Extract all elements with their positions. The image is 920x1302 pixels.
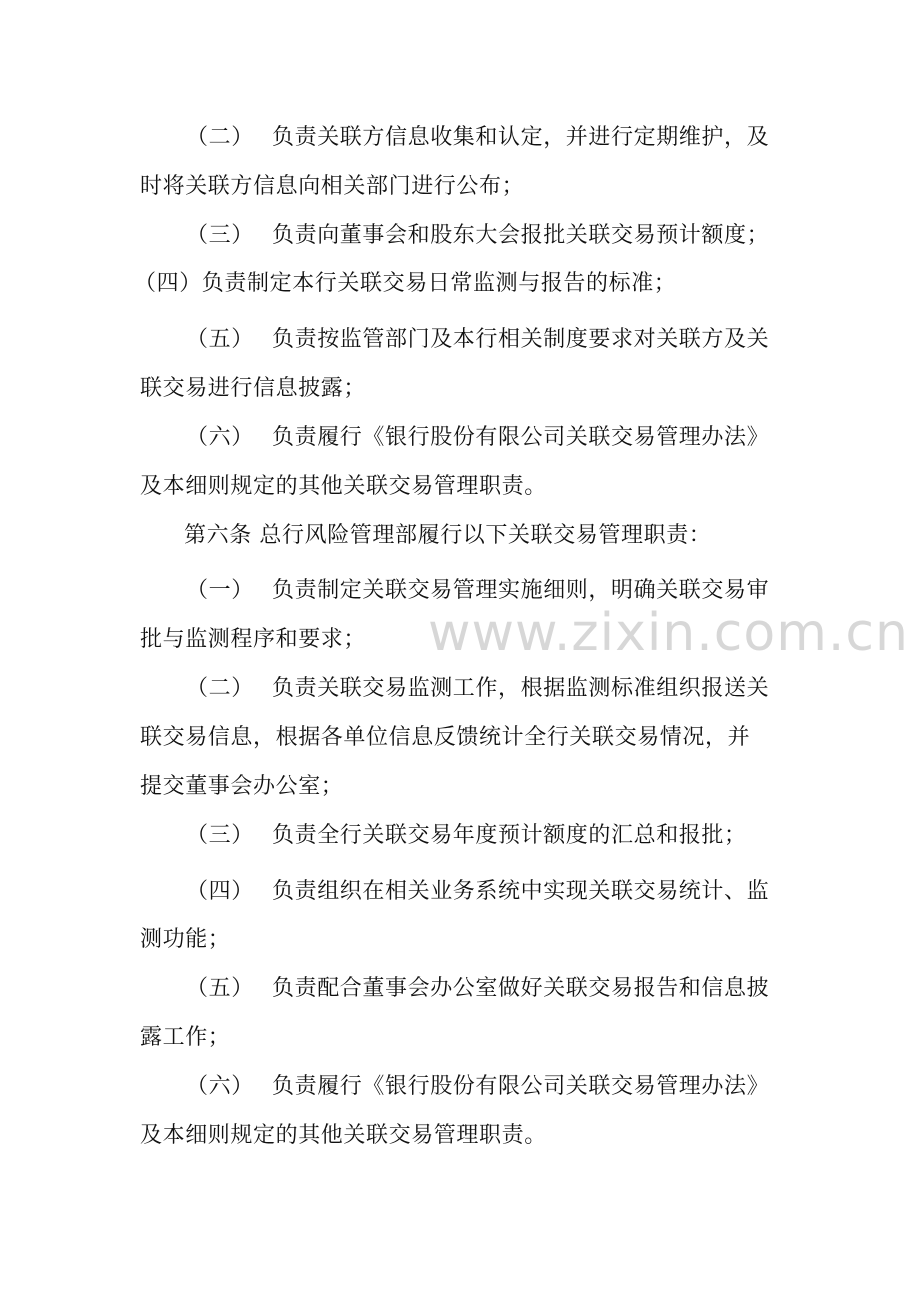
item-marker: （三） [186,223,254,248]
item-marker: （四） [186,879,254,904]
line-text: 及本细则规定的其他关联交易管理职责。 [140,474,547,499]
line-text: 提交董事会办公室； [140,774,344,799]
line-text: 联交易进行信息披露； [140,376,367,401]
item-marker: （五） [186,327,254,352]
item-marker: （二） [186,676,254,701]
item-marker: （三） [186,823,254,848]
line-text: 批与监测程序和要求； [140,627,367,652]
text-line [0,421,920,455]
item-marker: （一） [186,578,254,603]
text-line [0,770,920,804]
line-text: 露工作； [140,1025,231,1050]
text-line [0,1070,920,1104]
line-text: 及本细则规定的其他关联交易管理职责。 [140,1123,547,1148]
line-text: 联交易信息，根据各单位信息反馈统计全行关联交易情况，并 [140,725,751,750]
line-text: 负责向董事会和股东大会报批关联交易预计额度； [272,223,770,248]
line-text: 负责关联方信息收集和认定，并进行定期维护，及 [272,125,770,150]
line-text: 第六条 总行风险管理部履行以下关联交易管理职责： [184,523,712,548]
text-line [0,1119,920,1153]
text-line [0,972,920,1006]
text-line [0,121,920,155]
line-text: 负责履行《银行股份有限公司关联交易管理办法》 [272,425,770,450]
line-text: 负责组织在相关业务系统中实现关联交易统计、监 [272,879,770,904]
text-line [0,372,920,406]
text-line [0,267,920,301]
text-line [0,219,920,253]
item-marker: （六） [186,425,254,450]
line-text: 时将关联方信息向相关部门进行公布； [140,174,525,199]
watermark: www.zixin.com.cn [428,603,909,663]
line-text: 测功能； [140,927,231,952]
item-marker: （五） [186,976,254,1001]
text-line [0,819,920,853]
text-line [0,721,920,755]
line-text: 负责按监管部门及本行相关制度要求对关联方及关 [272,327,770,352]
line-text: 负责配合董事会办公室做好关联交易报告和信息披 [272,976,770,1001]
text-line [0,875,920,909]
line-text: 负责全行关联交易年度预计额度的汇总和报批； [272,823,747,848]
item-marker: （二） [186,125,254,150]
item-marker: （六） [186,1074,254,1099]
line-text: （四）负责制定本行关联交易日常监测与报告的标准； [134,271,677,296]
text-line [0,923,920,957]
line-text: 负责履行《银行股份有限公司关联交易管理办法》 [272,1074,770,1099]
line-text: 负责关联交易监测工作，根据监测标准组织报送关 [272,676,770,701]
text-line [0,1021,920,1055]
text-line [0,170,920,204]
line-text: 负责制定关联交易管理实施细则，明确关联交易审 [272,578,770,603]
text-line [0,323,920,357]
text-line [0,672,920,706]
article-heading [0,519,920,553]
text-line [0,470,920,504]
